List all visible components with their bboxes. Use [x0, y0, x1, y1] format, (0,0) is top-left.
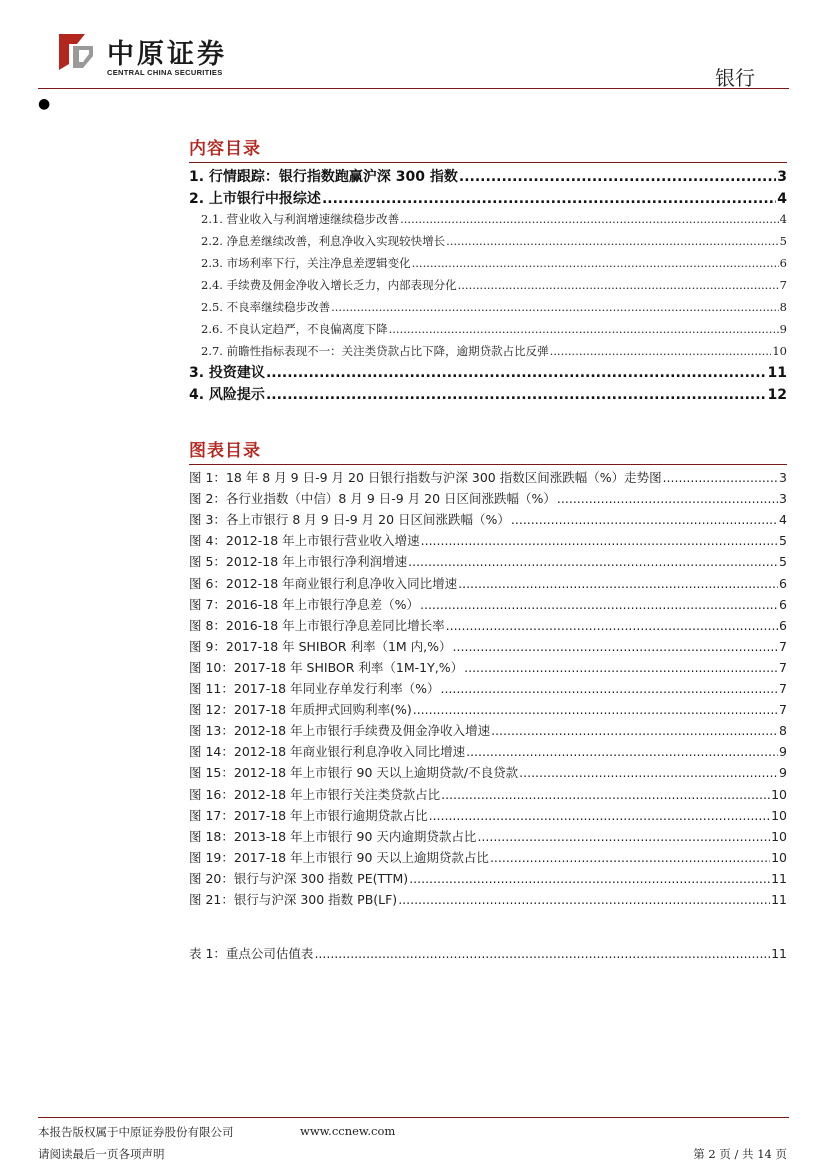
toc-entry-page: 6: [779, 617, 787, 633]
toc-entry-page: 10: [772, 344, 787, 358]
toc-entry-label: 图 2：各行业指数（中信）8 月 9 日-9 月 20 日区间涨跌幅（%）: [189, 491, 556, 507]
toc-entry-page: 9: [779, 322, 787, 336]
toc-leader-dots: [458, 578, 778, 591]
toc-entry-label: 图 20：银行与沪深 300 指数 PE(TTM): [189, 870, 409, 886]
toc-entry-label: 1. 行情跟踪：银行指数跑赢沪深 300 指数: [189, 169, 458, 185]
toc-entry-label: 2.3. 市场利率下行，关注净息差逻辑变化: [201, 256, 411, 270]
toc-entry-page: 8: [779, 723, 787, 739]
toc-leader-dots: [491, 725, 778, 738]
toc-entry[interactable]: [189, 388, 787, 402]
toc-entry[interactable]: [189, 849, 787, 865]
toc-entry[interactable]: [189, 807, 787, 823]
toc-entry[interactable]: [189, 596, 787, 612]
toc-entry[interactable]: [189, 280, 787, 292]
toc-leader-dots: [412, 258, 779, 270]
toc-entry-label: 图 11：2017-18 年同业存单发行利率（%）: [189, 681, 440, 696]
toc-entry-label: 2.6. 不良认定趋严，不良偏离度下降: [201, 322, 388, 336]
toc-entry-label: 图 3：各上市银行 8 月 9 日-9 月 20 日区间涨跌幅（%）: [189, 512, 510, 528]
toc-entry-label: 图 5：2012-18 年上市银行净利润增速: [189, 554, 408, 570]
toc-leader-dots: [429, 810, 771, 823]
toc-leader-dots: [511, 514, 778, 527]
toc-entry[interactable]: [189, 302, 787, 314]
toc-entry-label: 表 1：重点公司估值表: [189, 946, 314, 961]
toc-entry-label: 2.4. 手续费及佣金净收入增长乏力，内部表现分化: [201, 278, 457, 292]
toc-entry-label: 图 15：2012-18 年上市银行 90 天以上逾期贷款/不良贷款: [189, 765, 519, 781]
toc-leader-dots: [459, 170, 776, 184]
toc-entry-label: 图 8：2016-18 年上市银行净息差同比增长率: [189, 617, 445, 633]
toc-entry[interactable]: [189, 948, 787, 961]
toc-leader-dots: [466, 746, 778, 759]
toc-entry-page: 10: [771, 828, 787, 844]
toc-entry[interactable]: [189, 236, 787, 248]
toc-leader-dots: [314, 948, 770, 961]
toc-entry-label: 图 13：2012-18 年上市银行手续费及佣金净收入增速: [189, 723, 491, 739]
toc-title-divider: [189, 162, 787, 163]
toc-entry-page: 6: [779, 596, 787, 612]
toc-entry-page: 5: [779, 234, 787, 248]
toc-entry-label: 图 10：2017-18 年 SHIBOR 利率（1M-1Y,%）: [189, 659, 464, 675]
toc-entry-page: 8: [779, 300, 787, 314]
toc-leader-dots: [458, 280, 779, 292]
toc-title: 内容目录: [189, 139, 261, 159]
toc-entry[interactable]: [189, 170, 787, 184]
toc-entry-page: 5: [779, 533, 787, 549]
toc-leader-dots: [421, 535, 778, 548]
toc-entry-page: 3: [779, 491, 787, 507]
toc-entry[interactable]: [189, 514, 787, 527]
toc-entry[interactable]: [189, 767, 787, 780]
toc-entry-label: 2.7. 前瞻性指标表现不一：关注类贷款占比下降，逾期贷款占比反弹: [201, 344, 549, 358]
toc-leader-dots: [408, 556, 778, 569]
toc-entry-label: 图 4：2012-18 年上市银行营业收入增速: [189, 533, 420, 549]
toc-entry-label: 图 6：2012-18 年商业银行利息净收入同比增速: [189, 575, 458, 591]
toc-entry[interactable]: [189, 617, 787, 633]
toc-entry-page: 4: [777, 191, 787, 207]
toc-entry-page: 10: [771, 807, 787, 823]
toc-leader-dots: [420, 599, 778, 612]
toc-entry-label: 4. 风险提示: [189, 387, 265, 403]
toc-entry[interactable]: [189, 493, 787, 506]
toc-leader-dots: [322, 192, 776, 206]
toc-entry-page: 4: [779, 212, 787, 226]
toc-leader-dots: [440, 683, 778, 696]
toc-leader-dots: [398, 894, 770, 907]
toc-entry-label: 图 16：2012-18 年上市银行关注类贷款占比: [189, 786, 441, 802]
toc-entry-label: 图 18：2013-18 年上市银行 90 天内逾期贷款占比: [189, 828, 477, 844]
toc-entry[interactable]: [189, 535, 787, 548]
toc-entry-page: 3: [777, 169, 787, 185]
toc-entry-label: 图 1：18 年 8 月 9 日-9 月 20 日银行指数与沪深 300 指数区间涨跌幅（%）走势图: [189, 470, 662, 485]
toc-entry-page: 11: [767, 365, 787, 381]
toc-entry-page: 6: [779, 256, 787, 270]
toc-entry-page: 9: [779, 744, 787, 760]
toc-entry-page: 10: [771, 786, 787, 802]
toc-entry[interactable]: [189, 683, 787, 696]
toc-entry[interactable]: [189, 346, 787, 358]
toc-entry[interactable]: [189, 659, 787, 675]
toc-leader-dots: [557, 493, 778, 506]
toc-leader-dots: [266, 366, 767, 380]
toc-leader-dots: [446, 620, 778, 633]
company-logo-icon: [55, 30, 97, 72]
toc-leader-dots: [331, 302, 779, 314]
footer-copyright: 本报告版权属于中原证券股份有限公司: [38, 1125, 234, 1139]
toc-leader-dots: [519, 767, 778, 780]
toc-leader-dots: [464, 662, 778, 675]
toc-entry-label: 2.2. 净息差继续改善，利息净收入实现较快增长: [201, 234, 446, 248]
footer-divider: [38, 1117, 789, 1118]
toc-entry[interactable]: [189, 192, 787, 206]
company-name-en: CENTRAL CHINA SECURITIES: [107, 68, 223, 77]
toc-entry-label: 图 19：2017-18 年上市银行 90 天以上逾期贷款占比: [189, 849, 489, 865]
toc-entry[interactable]: [189, 746, 787, 759]
company-logo: [55, 30, 255, 80]
toc-entry-page: 7: [779, 702, 787, 718]
toc-entry-page: 10: [771, 849, 787, 865]
toc-entry[interactable]: [189, 786, 787, 802]
footer-page-info: 第 2 页 / 共 14 页: [693, 1147, 787, 1161]
toc-entry-label: 图 7：2016-18 年上市银行净息差（%）: [189, 596, 420, 612]
toc-leader-dots: [441, 789, 770, 802]
toc-leader-dots: [477, 831, 770, 844]
toc-entry[interactable]: [189, 556, 787, 569]
toc-entry-label: 图 9：2017-18 年 SHIBOR 利率（1M 内,%）: [189, 638, 452, 654]
toc-entry-page: 7: [779, 638, 787, 654]
toc-entry-label: 图 12：2017-18 年质押式回购利率(%): [189, 702, 412, 718]
toc-entry[interactable]: [189, 472, 787, 485]
toc-entry-page: 11: [771, 892, 787, 907]
toc-entry-page: 7: [779, 659, 787, 675]
toc-entry-page: 6: [779, 575, 787, 591]
toc-entry-label: 图 14：2012-18 年商业银行利息净收入同比增速: [189, 744, 466, 760]
toc-entry-label: 3. 投资建议: [189, 365, 265, 381]
toc-entry-label: 图 21：银行与沪深 300 指数 PB(LF): [189, 892, 398, 907]
toc-entry[interactable]: [189, 638, 787, 654]
toc-entry-page: 11: [771, 946, 787, 961]
toc-entry-page: 3: [779, 470, 787, 485]
figures-title-divider: [189, 464, 787, 465]
toc-entry[interactable]: [189, 828, 787, 844]
toc-leader-dots: [550, 346, 772, 358]
toc-entry-label: 2.5. 不良率继续稳步改善: [201, 300, 331, 314]
toc-leader-dots: [663, 472, 778, 485]
toc-entry-page: 7: [779, 278, 787, 292]
toc-entry[interactable]: [189, 704, 787, 717]
bullet-mark: ●: [38, 96, 51, 112]
toc-leader-dots: [409, 873, 770, 886]
footer-disclaimer: 请阅读最后一页各项声明: [38, 1147, 165, 1161]
toc-entry-page: 4: [779, 512, 787, 528]
figures-title: 图表目录: [189, 441, 261, 461]
toc-entry[interactable]: [189, 575, 787, 591]
toc-entry-page: 12: [767, 387, 787, 403]
toc-entry-label: 2.1. 营业收入与利润增速继续稳步改善: [201, 212, 400, 226]
toc-entry-page: 11: [771, 870, 787, 886]
toc-entry-page: 7: [779, 681, 787, 696]
toc-leader-dots: [400, 214, 779, 226]
toc-entry-page: 9: [779, 765, 787, 781]
toc-entry-label: 图 17：2017-18 年上市银行逾期贷款占比: [189, 807, 428, 823]
footer-website[interactable]: www.ccnew.com: [300, 1124, 396, 1138]
industry-label: 银行: [715, 66, 755, 90]
toc-leader-dots: [266, 388, 767, 402]
toc-entry[interactable]: [189, 870, 787, 886]
toc-entry[interactable]: [189, 214, 787, 226]
toc-entry[interactable]: [189, 258, 787, 270]
header-divider: [38, 88, 789, 89]
toc-entry[interactable]: [189, 725, 787, 738]
company-name-cn: 中原证券: [107, 39, 227, 70]
toc-entry[interactable]: [189, 894, 787, 907]
toc-entry-label: 2. 上市银行中报综述: [189, 191, 321, 207]
toc-leader-dots: [446, 236, 779, 248]
toc-entry[interactable]: [189, 324, 787, 336]
toc-leader-dots: [389, 324, 779, 336]
toc-entry[interactable]: [189, 366, 787, 380]
toc-leader-dots: [453, 641, 779, 654]
toc-entry-page: 5: [779, 554, 787, 570]
toc-leader-dots: [413, 704, 778, 717]
toc-leader-dots: [490, 852, 770, 865]
